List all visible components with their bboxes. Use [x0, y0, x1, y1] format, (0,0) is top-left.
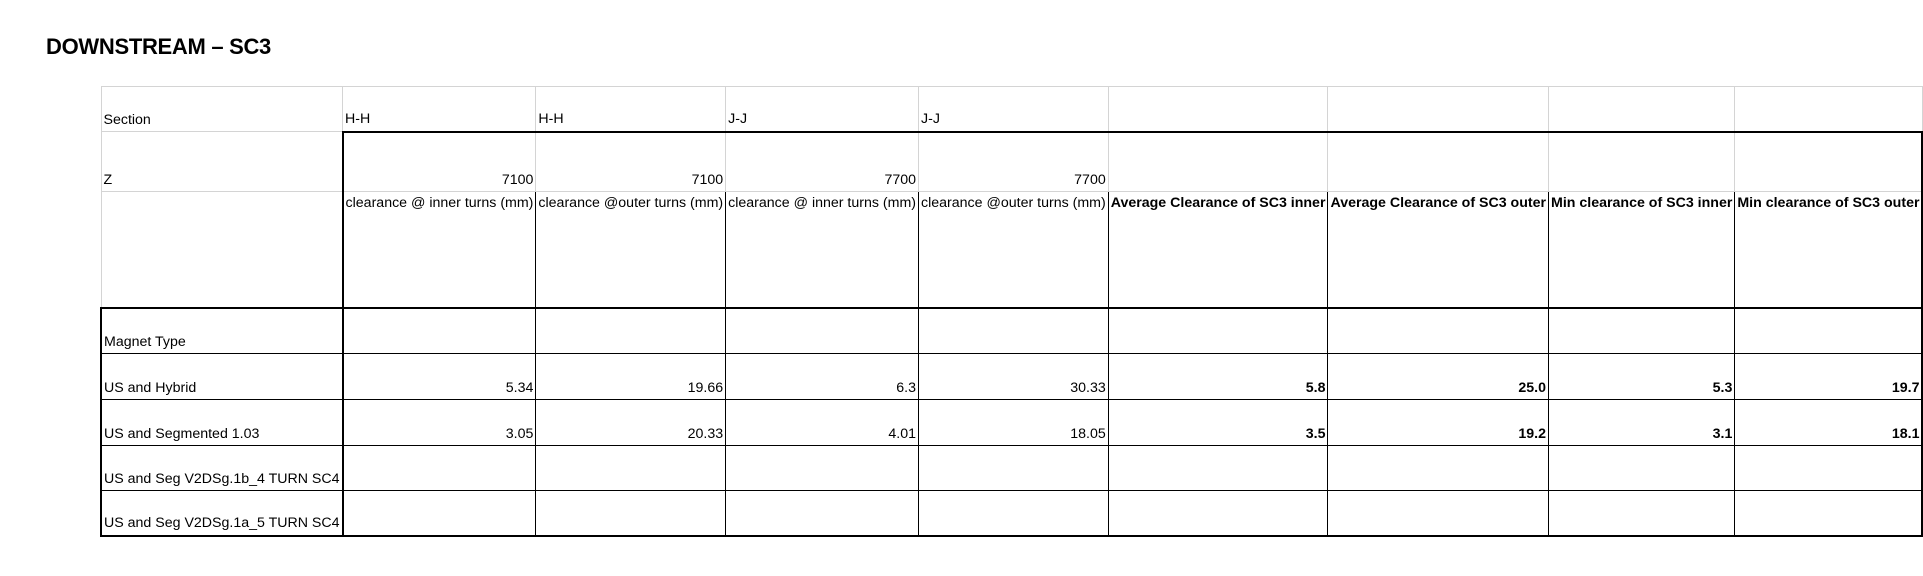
section-cell: H-H	[343, 87, 536, 132]
table-row	[101, 400, 1922, 446]
header-cell: Min clearance of SC3 outer	[1735, 192, 1923, 308]
table-cell	[1549, 308, 1735, 354]
table-cell: 20.33	[536, 400, 726, 446]
table-row	[101, 354, 1922, 400]
table-cell	[1328, 446, 1549, 491]
table-cell	[1328, 308, 1549, 354]
section-cell	[1735, 87, 1923, 132]
table-cell: 19.66	[536, 354, 726, 400]
header-cell: Min clearance of SC3 inner	[1549, 192, 1735, 308]
section-cell	[1549, 87, 1735, 132]
header-cell: clearance @outer turns (mm)	[919, 192, 1109, 308]
z-cell: 7100	[536, 132, 726, 192]
row-label: Magnet Type	[101, 308, 343, 354]
section-cell	[1328, 87, 1549, 132]
table-cell: 18.1	[1735, 400, 1923, 446]
table-cell: 3.5	[1108, 400, 1328, 446]
header-cell: clearance @ inner turns (mm)	[343, 192, 536, 308]
table-cell	[1735, 308, 1923, 354]
row-label: US and Seg V2DSg.1a_5 TURN SC4	[101, 491, 343, 536]
z-row	[101, 132, 1922, 192]
z-cell	[1328, 132, 1549, 192]
table-cell	[343, 491, 536, 536]
table-cell: 4.01	[726, 400, 919, 446]
z-label: Z	[101, 132, 343, 192]
table-cell	[1735, 491, 1923, 536]
table-cell	[1549, 491, 1735, 536]
table-cell	[1108, 308, 1328, 354]
table-cell: 5.3	[1549, 354, 1735, 400]
section-cell: H-H	[536, 87, 726, 132]
row-label: US and Segmented 1.03	[101, 400, 343, 446]
header-row	[101, 192, 1922, 308]
table-cell	[536, 446, 726, 491]
z-cell	[1735, 132, 1923, 192]
z-cell: 7700	[919, 132, 1109, 192]
table-cell	[919, 491, 1109, 536]
table-cell	[536, 308, 726, 354]
table-cell	[919, 446, 1109, 491]
z-cell: 7100	[343, 132, 536, 192]
table-cell: 3.05	[343, 400, 536, 446]
table-cell: 5.34	[343, 354, 536, 400]
table-cell	[1328, 491, 1549, 536]
table-cell	[1549, 446, 1735, 491]
page-title: DOWNSTREAM – SC3	[46, 34, 271, 59]
table-cell	[726, 308, 919, 354]
table-cell	[726, 446, 919, 491]
table-cell	[343, 446, 536, 491]
section-cell: J-J	[919, 87, 1109, 132]
table-cell	[1108, 491, 1328, 536]
header-cell: Average Clearance of SC3 outer	[1328, 192, 1549, 308]
section-cell: J-J	[726, 87, 919, 132]
table-row	[101, 491, 1922, 536]
table-cell: 19.7	[1735, 354, 1923, 400]
table-cell	[536, 491, 726, 536]
clearance-table	[100, 86, 1923, 537]
section-row	[101, 87, 1922, 132]
header-cell: clearance @ inner turns (mm)	[726, 192, 919, 308]
table-cell	[1108, 446, 1328, 491]
table-row	[101, 446, 1922, 491]
table-cell: 19.2	[1328, 400, 1549, 446]
z-cell	[1549, 132, 1735, 192]
header-cell: clearance @outer turns (mm)	[536, 192, 726, 308]
table-cell: 5.8	[1108, 354, 1328, 400]
table-cell: 3.1	[1549, 400, 1735, 446]
table-cell	[343, 308, 536, 354]
table-cell	[1735, 446, 1923, 491]
section-label: Section	[101, 87, 343, 132]
table-cell: 25.0	[1328, 354, 1549, 400]
z-cell	[1108, 132, 1328, 192]
header-cell: Average Clearance of SC3 inner	[1108, 192, 1328, 308]
table-cell	[726, 491, 919, 536]
table-cell: 30.33	[919, 354, 1109, 400]
header-cell	[101, 192, 343, 308]
table-cell	[919, 308, 1109, 354]
table-cell: 18.05	[919, 400, 1109, 446]
table-cell: 6.3	[726, 354, 919, 400]
row-label: US and Seg V2DSg.1b_4 TURN SC4	[101, 446, 343, 491]
section-cell	[1108, 87, 1328, 132]
row-label: US and Hybrid	[101, 354, 343, 400]
z-cell: 7700	[726, 132, 919, 192]
table-row	[101, 308, 1922, 354]
